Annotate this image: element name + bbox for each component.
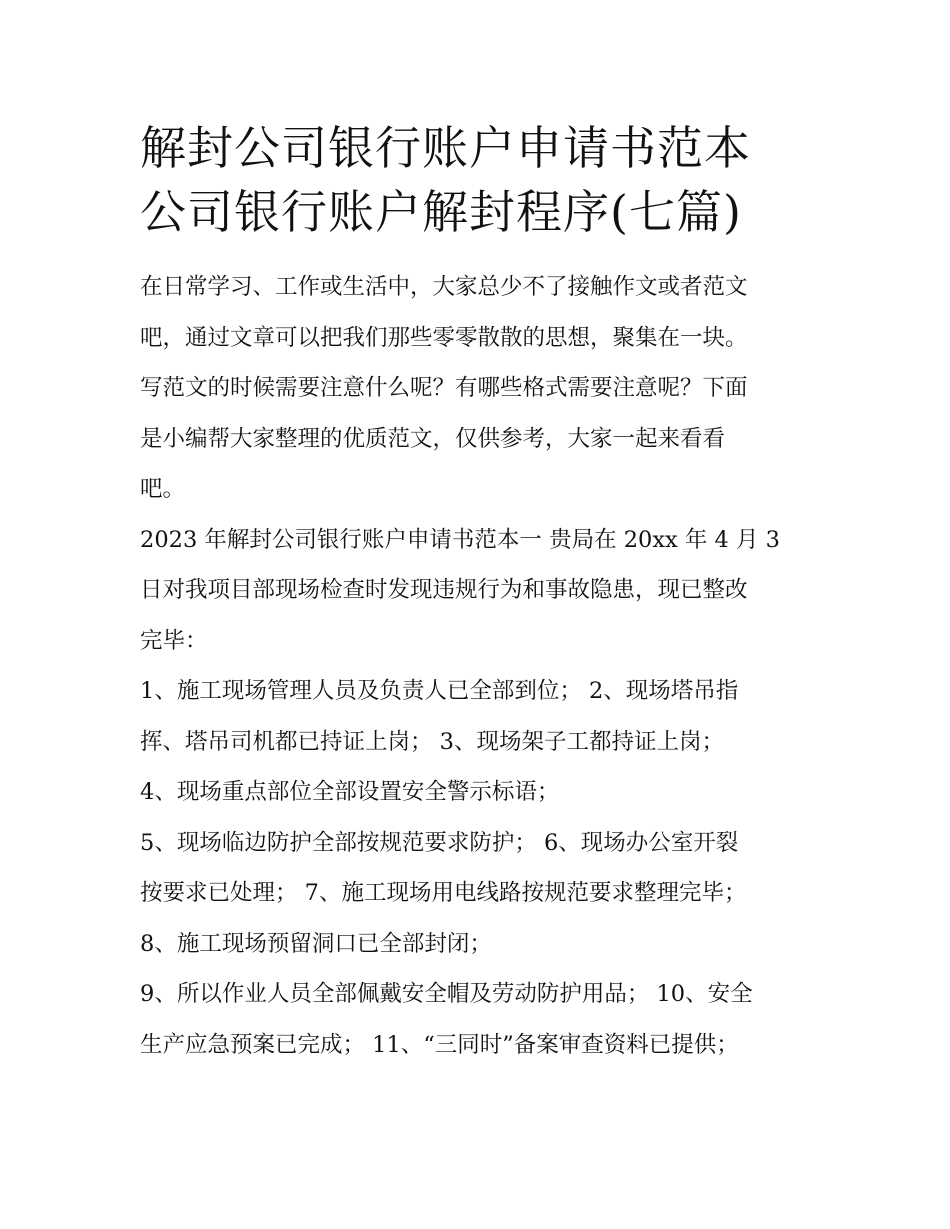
application-opening-paragraph [140, 515, 820, 667]
text-line: 8、施工现场预留洞口已全部封闭； [140, 930, 492, 957]
text-line: 日对我项目部现场检查时发现违规行为和事故隐患，现已整改 [140, 577, 748, 603]
title-line: 公司银行账户解封程序(七篇) [140, 185, 742, 239]
text-line: 1、施工现场管理人员及负责人已全部到位； 2、现场塔吊指 [140, 678, 739, 704]
list-paragraph [140, 818, 820, 919]
list-paragraph [140, 919, 820, 970]
document-title [140, 116, 820, 244]
text-line: 2023 年解封公司银行账户申请书范本一 贵局在 20xx 年 4 月 3 [140, 526, 780, 553]
text-line: 吧，通过文章可以把我们那些零零散散的思想，聚集在一块。 [140, 324, 748, 351]
text-line: 是小编帮大家整理的优质范文，仅供参考，大家一起来看看 [140, 425, 726, 452]
intro-paragraph [140, 262, 820, 515]
title-line: 解封公司银行账户申请书范本 [140, 121, 751, 175]
text-line: 4、现场重点部位全部设置安全警示标语； [140, 779, 560, 805]
list-paragraph [140, 969, 820, 1070]
document-content [140, 116, 820, 1070]
list-paragraph [140, 666, 820, 767]
text-line: 生产应急预案已完成； 11、“三同时”备案审查资料已提供； [140, 1031, 739, 1058]
text-line: 9、所以作业人员全部佩戴安全帽及劳动防护用品； 10、安全 [140, 981, 753, 1007]
text-line: 写范文的时候需要注意什么呢？有哪些格式需要注意呢？下面 [140, 375, 748, 401]
text-line: 5、现场临边防护全部按规范要求防护； 6、现场办公室开裂 [140, 829, 739, 856]
document-body [140, 262, 820, 1070]
text-line: 挥、塔吊司机都已持证上岗； 3、现场架子工都持证上岗； [140, 728, 724, 755]
text-line: 按要求已处理； 7、施工现场用电线路按规范要求整理完毕； [140, 880, 747, 906]
text-line: 完毕： [140, 627, 208, 654]
text-line: 吧。 [140, 476, 186, 502]
list-paragraph [140, 767, 820, 818]
text-line: 在日常学习、工作或生活中，大家总少不了接触作文或者范文 [140, 274, 748, 300]
